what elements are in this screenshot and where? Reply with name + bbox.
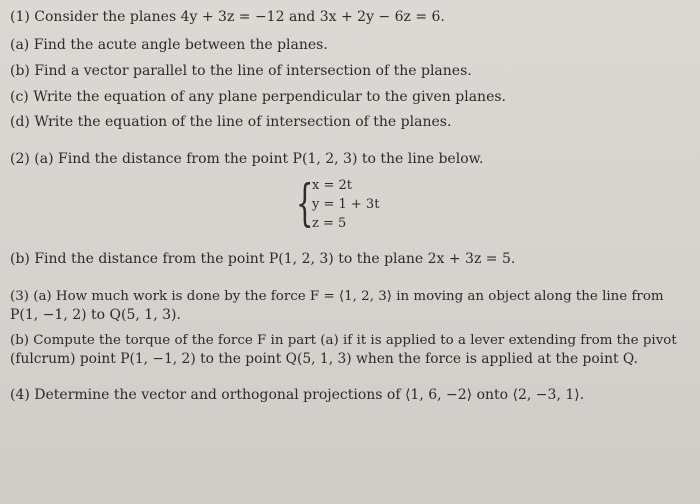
q2-part-a: (2) (a) Find the distance from the point P(1, 2, 3) to the line below.	[10, 151, 484, 167]
parametric-system	[296, 174, 426, 236]
q1-part-a: (a) Find the acute angle between the planes.	[10, 37, 328, 53]
q3-part-b-line2: (fulcrum) point P(1, −1, 2) to the point Q(5, 1, 3) when the force is applied at the point Q.	[10, 351, 638, 367]
equation-y: y = 1 + 3t	[312, 197, 380, 212]
q2-part-b: (b) Find the distance from the point P(1, 2, 3) to the plane 2x + 3z = 5.	[10, 251, 516, 267]
equation-z: z = 5	[312, 216, 347, 231]
q1-part-c: (c) Write the equation of any plane perpendicular to the given planes.	[10, 89, 506, 105]
q3-part-a-line1: (3) (a) How much work is done by the force F = ⟨1, 2, 3⟩ in moving an object along the line from	[10, 289, 664, 304]
q4-text: (4) Determine the vector and orthogonal projections of ⟨1, 6, −2⟩ onto ⟨2, −3, 1⟩.	[10, 387, 585, 403]
q3-part-b-line1: (b) Compute the torque of the force F in part (a) if it is applied to a lever extending from the pivot	[10, 333, 677, 348]
left-brace: {	[296, 174, 314, 232]
q1-intro: (1) Consider the planes 4y + 3z = −12 and 3x + 2y − 6z = 6.	[10, 9, 445, 25]
equation-x: x = 2t	[312, 178, 352, 193]
q3-part-a-line2: P(1, −1, 2) to Q(5, 1, 3).	[10, 307, 181, 323]
q1-part-b: (b) Find a vector parallel to the line of intersection of the planes.	[10, 63, 472, 79]
q1-part-d: (d) Write the equation of the line of intersection of the planes.	[10, 114, 452, 130]
